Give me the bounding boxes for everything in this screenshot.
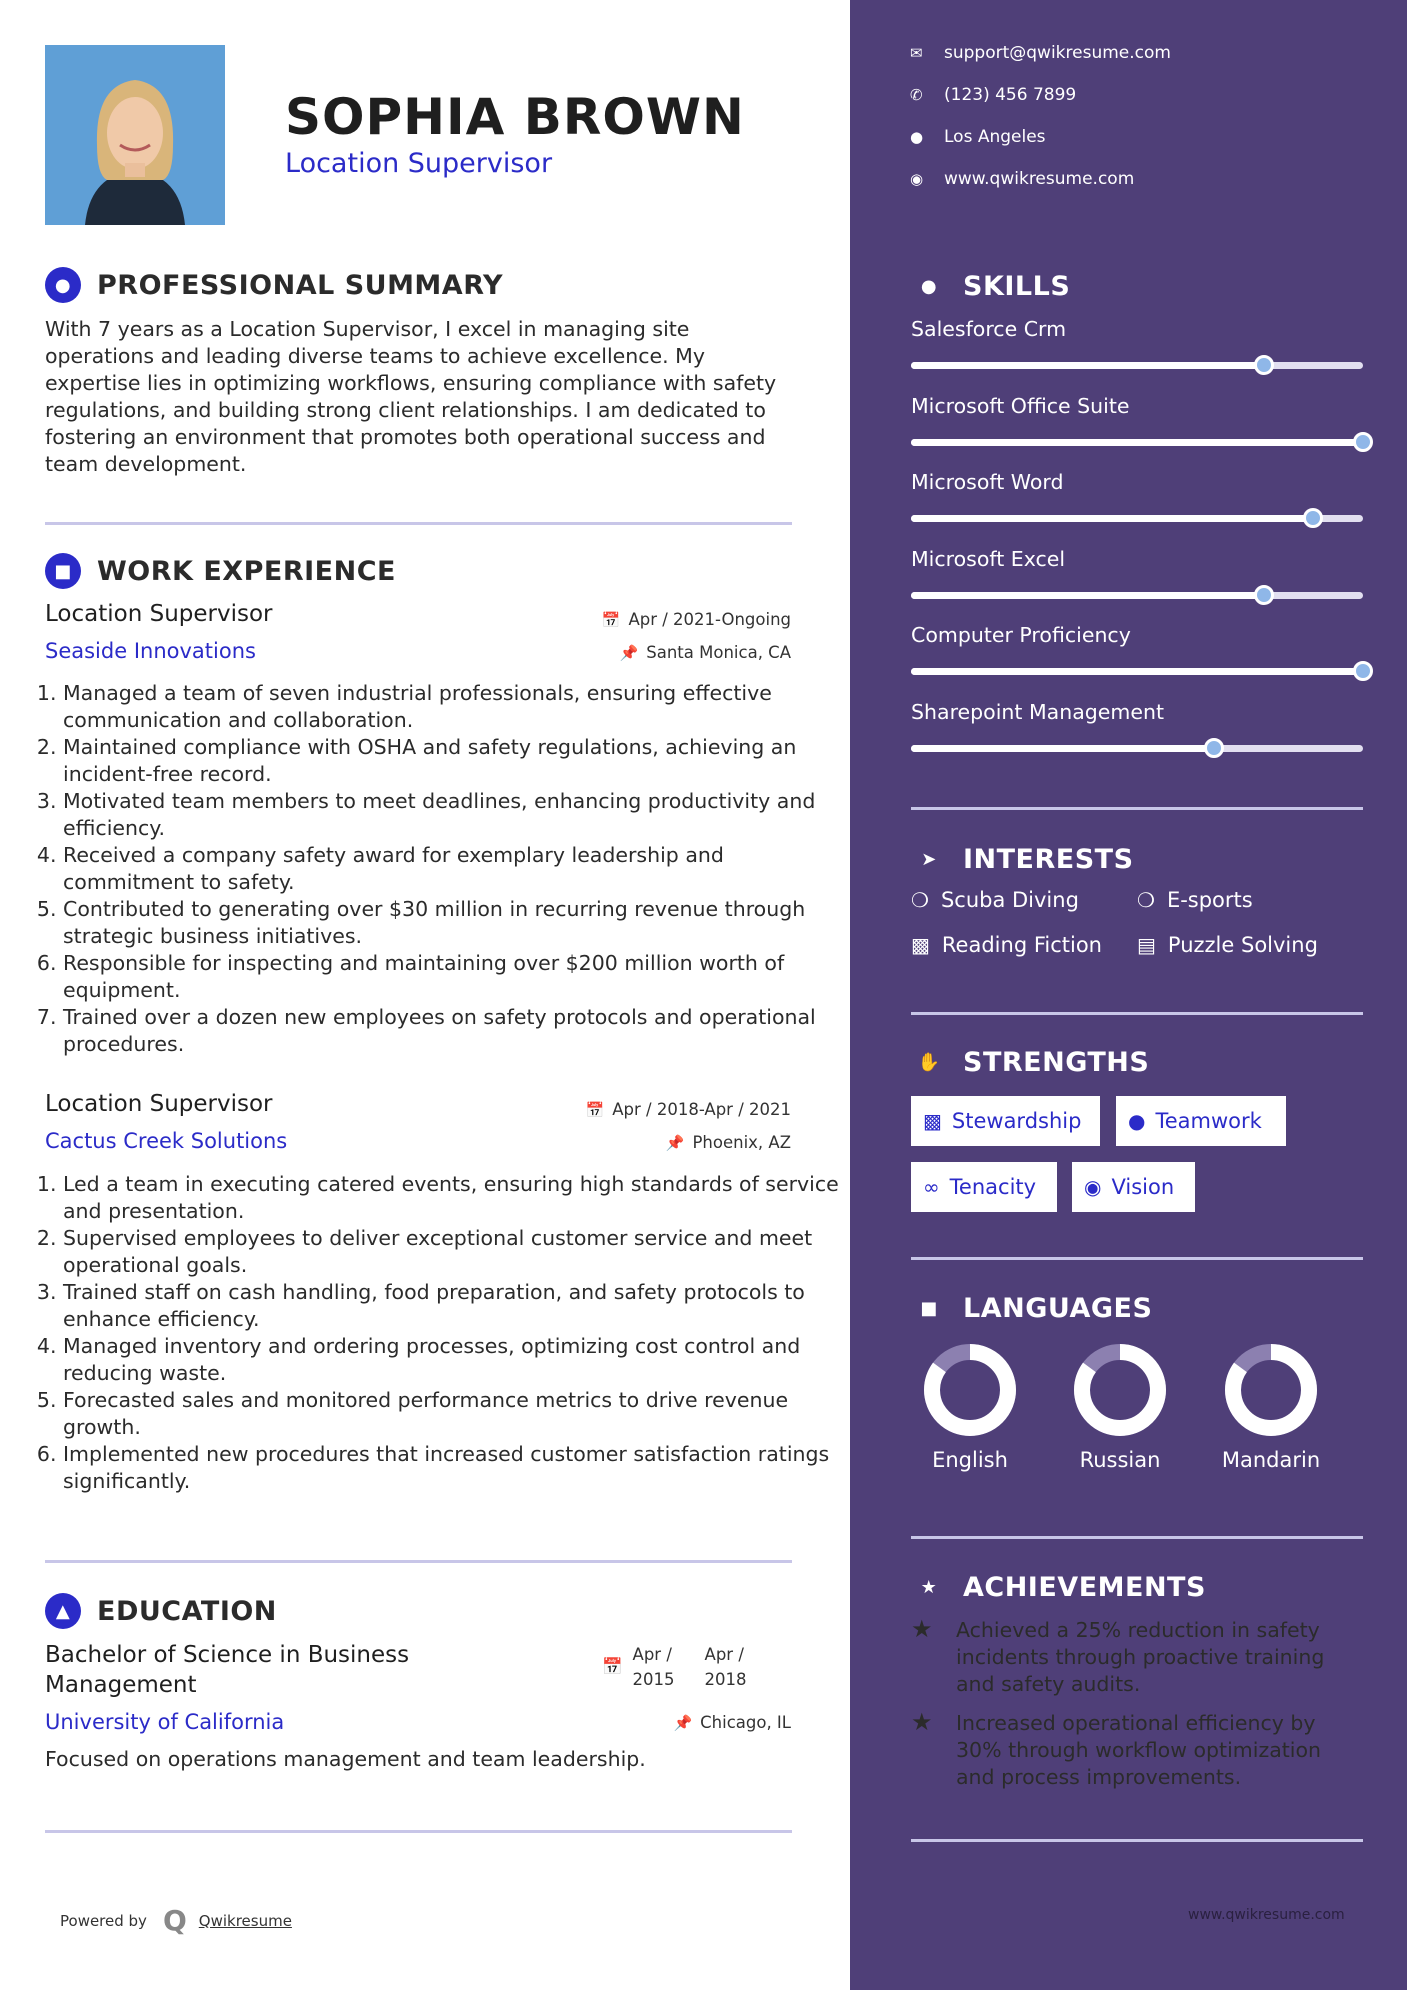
degree-line: Management — [45, 1672, 197, 1698]
footer-site[interactable]: www.qwikresume.com — [1188, 1907, 1345, 1923]
strength-label: Vision — [1111, 1175, 1175, 1199]
list-item: 2. Supervised employees to deliver exceptional customer service and meet operational goals. — [63, 1225, 843, 1279]
skill-label: Microsoft Office Suite — [911, 393, 1130, 418]
language-label: Russian — [1079, 1448, 1161, 1472]
job-1-dates-text: Apr / 2021-Ongoing — [628, 610, 791, 629]
briefcase-icon: ■ — [45, 553, 81, 589]
job-2-dates-text: Apr / 2018-Apr / 2021 — [612, 1100, 791, 1119]
list-item: 4. Managed inventory and ordering processes, optimizing cost control and reducing waste. — [63, 1333, 843, 1387]
skill-level-knob — [1254, 355, 1274, 375]
education-heading-text: EDUCATION — [97, 1595, 277, 1627]
strength-label: Teamwork — [1155, 1109, 1262, 1133]
skill-level-bar — [911, 515, 1363, 522]
achievements-heading — [911, 1569, 1206, 1605]
star-badge-icon: ★ — [920, 1576, 938, 1598]
candidate-name: SOPHIA BROWN — [285, 88, 745, 146]
education-location — [673, 1713, 791, 1732]
strength-chip — [911, 1162, 1057, 1212]
link-icon: ∞ — [923, 1175, 940, 1199]
section-divider — [45, 1560, 792, 1563]
book-icon: ▤ — [1137, 933, 1156, 957]
skill-level-knob — [1204, 738, 1224, 758]
section-divider — [45, 1830, 792, 1833]
language-label: Mandarin — [1221, 1448, 1321, 1472]
contact-website-text: www.qwikresume.com — [944, 169, 1135, 189]
contact-email[interactable] — [910, 43, 1171, 63]
calendar-icon: 📅 — [602, 1657, 623, 1676]
language-icon: ■ — [920, 1297, 938, 1319]
list-item: 4. Received a company safety award for exemplary leadership and commitment to safety. — [63, 842, 843, 896]
strength-chip — [1116, 1096, 1286, 1146]
section-divider — [911, 1839, 1363, 1842]
briefcase-icon: ▩ — [923, 1109, 942, 1133]
list-item: 5. Contributed to generating over $30 million in recurring revenue through strategic business initiatives. — [63, 896, 843, 950]
degree-line: Bachelor of Science in Business — [45, 1642, 410, 1668]
globe-icon: ◉ — [910, 170, 924, 188]
skills-heading-text: SKILLS — [963, 270, 1071, 302]
list-item: 6. Responsible for inspecting and maintaining over $200 million worth of equipment. — [63, 950, 843, 1004]
interest-label: Scuba Diving — [940, 888, 1079, 912]
contact-website[interactable] — [910, 169, 1134, 189]
skill-level-fill — [911, 592, 1264, 599]
star-icon: ★ — [911, 1615, 933, 1643]
skill-label: Computer Proficiency — [911, 623, 1131, 647]
calendar-icon: 📅 — [585, 1100, 605, 1119]
phone-icon: ✆ — [910, 86, 923, 104]
list-item: 5. Forecasted sales and monitored performance metrics to drive revenue growth. — [63, 1387, 843, 1441]
location-pin-icon: ● — [910, 128, 924, 146]
skill-level-knob — [1353, 661, 1373, 681]
strength-chip — [911, 1096, 1100, 1146]
job-2-company: Cactus Creek Solutions — [45, 1129, 288, 1153]
list-item: 6. Implemented new procedures that increased customer satisfaction ratings significantly. — [63, 1441, 843, 1495]
section-divider — [911, 1257, 1363, 1260]
section-divider — [911, 1012, 1363, 1015]
lightbulb-icon: ● — [920, 275, 938, 297]
interests-heading — [911, 841, 1134, 877]
skill-level-bar — [911, 745, 1363, 752]
user-icon: ● — [45, 267, 81, 303]
job-1-dates — [602, 610, 791, 629]
contact-city-text: Los Angeles — [944, 127, 1046, 147]
language-level-ring — [1223, 1342, 1319, 1438]
envelope-icon: ✉ — [910, 44, 923, 62]
powered-by — [60, 1904, 292, 1937]
calendar-icon: 📅 — [601, 610, 621, 629]
list-item: 2. Maintained compliance with OSHA and safety regulations, achieving an incident-free record. — [63, 734, 843, 788]
skill-level-fill — [911, 668, 1363, 675]
skill-label: Microsoft Excel — [911, 546, 1066, 571]
section-divider — [911, 807, 1363, 810]
paper-plane-icon: ➤ — [921, 848, 937, 870]
contact-phone-text: (123) 456 7899 — [944, 85, 1077, 105]
interest-item — [911, 933, 1102, 957]
summary-text — [45, 316, 795, 478]
candidate-title: Location Supervisor — [285, 148, 553, 179]
summary-line: With 7 years as a Location Supervisor, I excel in managing site — [45, 317, 690, 341]
skill-level-fill — [911, 439, 1363, 446]
lifebuoy-icon: ❍ — [911, 888, 929, 912]
binoculars-icon: ◉ — [1084, 1175, 1102, 1199]
profile-photo — [45, 45, 225, 225]
interests-heading-text: INTERESTS — [963, 843, 1134, 875]
summary-heading — [45, 267, 503, 303]
language-item — [1206, 1342, 1336, 1472]
job-1-bullets — [18, 680, 843, 1058]
language-level-ring — [1072, 1342, 1168, 1438]
interest-label: Puzzle Solving — [1167, 933, 1318, 957]
job-1-location — [620, 643, 791, 662]
achievement-item — [911, 1617, 1346, 1698]
languages-heading — [911, 1290, 1152, 1326]
skill-level-fill — [911, 745, 1214, 752]
powered-by-text: Powered by — [60, 1911, 147, 1930]
skill-level-knob — [1254, 585, 1274, 605]
summary-line: operations and leading diverse teams to achieve excellence. My — [45, 344, 706, 368]
language-level-ring — [922, 1342, 1018, 1438]
section-divider — [911, 1536, 1363, 1539]
brand-link[interactable]: Qwikresume — [198, 1911, 292, 1930]
interest-item — [1137, 888, 1253, 912]
section-divider — [45, 522, 792, 525]
summary-line: team development. — [45, 452, 247, 476]
qwikresume-logo-icon: Q — [162, 1904, 187, 1937]
list-item: 3. Motivated team members to meet deadlines, enhancing productivity and efficiency. — [63, 788, 843, 842]
interest-label: Reading Fiction — [941, 933, 1102, 957]
fist-icon: ✋ — [917, 1051, 941, 1073]
lifebuoy-icon: ❍ — [1137, 888, 1155, 912]
strength-label: Tenacity — [949, 1175, 1037, 1199]
job-1-title: Location Supervisor — [45, 601, 273, 627]
education-degree — [45, 1640, 409, 1700]
interest-item — [911, 888, 1079, 912]
skill-level-fill — [911, 515, 1313, 522]
education-dates — [602, 1642, 747, 1692]
experience-heading — [45, 553, 396, 589]
achievement-text: Achieved a 25% reduction in safety incidents through proactive training and safety audits. — [956, 1618, 1325, 1696]
job-2-bullets — [18, 1171, 843, 1495]
skills-heading — [911, 268, 1070, 304]
gamepad-icon: ▩ — [911, 933, 930, 957]
summary-heading-text: PROFESSIONAL SUMMARY — [97, 269, 504, 301]
strengths-heading — [911, 1044, 1149, 1080]
education-location-text: Chicago, IL — [700, 1713, 791, 1732]
summary-line: expertise lies in optimizing workflows, ensuring compliance with safety — [45, 371, 777, 395]
skill-level-fill — [911, 362, 1264, 369]
edu-start-month: Apr / — [632, 1645, 672, 1664]
skill-label: Microsoft Word — [911, 470, 1064, 494]
person-portrait-icon — [45, 45, 225, 225]
achievement-item — [911, 1710, 1346, 1791]
achievement-text: Increased operational efficiency by 30% through workflow optimization and process improvements. — [956, 1711, 1322, 1789]
strength-chip — [1072, 1162, 1195, 1212]
job-2-location-text: Phoenix, AZ — [692, 1133, 791, 1152]
skill-level-bar — [911, 592, 1363, 599]
job-2-location — [666, 1133, 791, 1152]
list-item: 3. Trained staff on cash handling, food preparation, and safety protocols to enhance efficiency. — [63, 1279, 843, 1333]
language-item — [905, 1342, 1035, 1472]
pin-icon: 📌 — [665, 1133, 685, 1152]
language-item — [1055, 1342, 1185, 1472]
edu-end-year: 2018 — [704, 1670, 747, 1689]
pin-icon: 📌 — [619, 643, 639, 662]
skill-label: Sharepoint Management — [911, 699, 1164, 724]
list-item: 1. Led a team in executing catered events, ensuring high standards of service and presentation. — [63, 1171, 843, 1225]
skill-level-bar — [911, 439, 1363, 446]
users-icon: ● — [1128, 1109, 1146, 1133]
interest-label: E-sports — [1166, 888, 1253, 912]
achievements-heading-text: ACHIEVEMENTS — [963, 1571, 1206, 1603]
strengths-heading-text: STRENGTHS — [963, 1046, 1150, 1078]
job-2-title: Location Supervisor — [45, 1091, 273, 1117]
star-icon: ★ — [911, 1708, 933, 1736]
languages-heading-text: LANGUAGES — [963, 1292, 1153, 1324]
language-label: English — [932, 1448, 1008, 1472]
strength-label: Stewardship — [951, 1109, 1082, 1133]
edu-end-month: Apr / — [704, 1645, 744, 1664]
contact-email-text: support@qwikresume.com — [944, 43, 1171, 63]
pin-icon: 📌 — [673, 1713, 693, 1732]
education-school: University of California — [45, 1710, 285, 1734]
graduation-icon: ▲ — [45, 1593, 81, 1629]
interest-item — [1137, 933, 1318, 957]
experience-heading-text: WORK EXPERIENCE — [97, 555, 396, 587]
job-2-dates — [586, 1100, 791, 1119]
education-note: Focused on operations management and team leadership. — [45, 1747, 646, 1771]
skill-level-bar — [911, 362, 1363, 369]
list-item: 7. Trained over a dozen new employees on safety protocols and operational procedures. — [63, 1004, 843, 1058]
summary-line: fostering an environment that promotes both operational success and — [45, 425, 766, 449]
skill-level-bar — [911, 668, 1363, 675]
education-heading — [45, 1593, 277, 1629]
skill-level-knob — [1353, 432, 1373, 452]
contact-phone[interactable] — [910, 85, 1076, 105]
job-1-company: Seaside Innovations — [45, 639, 256, 663]
contact-city — [910, 127, 1046, 147]
summary-line: regulations, and building strong client relationships. I am dedicated to — [45, 398, 766, 422]
edu-start-year: 2015 — [632, 1670, 675, 1689]
list-item: 1. Managed a team of seven industrial professionals, ensuring effective communication and collaboration. — [63, 680, 843, 734]
job-1-location-text: Santa Monica, CA — [646, 643, 791, 662]
skill-label: Salesforce Crm — [911, 317, 1067, 341]
